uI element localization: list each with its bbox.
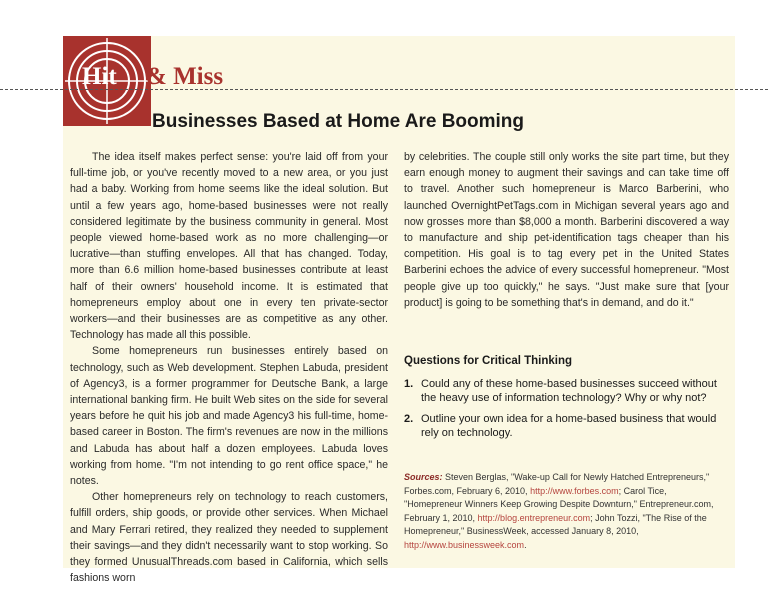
source-text: ; John Tozzi, "The Rise of the Homepreneur," BusinessWeek, accessed January 8, 2010, [404,512,707,536]
sources-note [404,471,726,552]
question-text: Could any of these home-based businesses succeed without the heavy use of information technology? Why or why not? [421,378,717,404]
left-column [70,149,388,586]
question-item [404,377,724,405]
paragraph: by celebrities. The couple still only works the site part time, but they earn enough money to augment their savings and can take time off to travel. Another such homepreneur is Marco Barberini, who launched OvernightPetTags.com in Michigan several years ago and now grosses more than $8,000 a month. Barberini discovered a way to manufacture and ship pet-identification tags cheaper than his competition. His goal is to tag every pet in the United States Barberini echoes the advice of every successful homepreneur. "Most people give up too quickly," he says. "Just make sure that [your product] is going to be something that's in demand, and do it." [404,151,729,309]
brand-miss: & Miss [146,63,224,90]
feature-brand [82,63,224,90]
paragraph: Other homepreneurs rely on technology to reach customers, fulfill orders, ship goods, or provide other services. When Michael and Mary Ferrari retired, they realized they needed to supplement their savings—and they didn't necessarily want to stop working. So they formed UnusualThreads.com based in California, which sells fashions worn [70,491,388,585]
source-text: . [524,539,527,550]
source-link[interactable]: http://blog.entrepreneur.com [477,512,591,523]
source-link[interactable]: http://www.businessweek.com [404,539,525,550]
question-number: 2. [404,413,414,425]
question-item [404,412,724,440]
source-text: Steven Berglas, "Wake-up Call for Newly Hatched Entrepreneurs," Forbes.com, February 6, 2010, [404,472,710,496]
article-headline: Businesses Based at Home Are Booming [152,111,525,132]
brand-hit: Hit [82,63,117,90]
source-link[interactable]: http://www.forbes.com [530,485,619,496]
questions-list [404,377,724,447]
question-text: Outline your own idea for a home-based business that would rely on technology. [421,413,717,439]
paragraph: The idea itself makes perfect sense: you're laid off from your full-time job, or you've recently moved to a new area, or you just had a baby. Working from home seems like the ideal solution. But until a few years ago, home-based businesses were not really considered legitimate by the business community in general. Most people viewed home-based work as no more challenging—or lucrative—than stuffing envelopes. All that has changed. Today, more than 6.6 million home-based businesses contribute at least half of their owners' household income. It is estimated that homepreneurs employ about one in every ten private-sector workers—and their businesses are as competitive as any other. Technology has made all this possible. [70,151,388,342]
paragraph: Some homepreneurs run businesses entirely based on technology, such as Web development. Stephen Labuda, president of Agency3, is a former programmer for Deutsche Bank, a large international banking firm. He built Web sites on the side for several years before he quit his job and made Agency3 his full-time, home-based career in Boston. The firm's revenues are now in the millions and Labuda has about half a dozen employees. Labuda loves working from home. "I'm not intending to go rent office space," he notes. [70,345,388,488]
questions-heading: Questions for Critical Thinking [404,355,573,367]
right-column [404,149,729,311]
source-text: ; Carol Tice, "Homepreneur Winners Keep Growing Despite Downturn," Entrepreneur.com, February 1, 2010, [404,485,714,523]
sources-label: Sources: [404,472,443,482]
dashed-divider [0,89,768,90]
question-number: 1. [404,378,414,390]
